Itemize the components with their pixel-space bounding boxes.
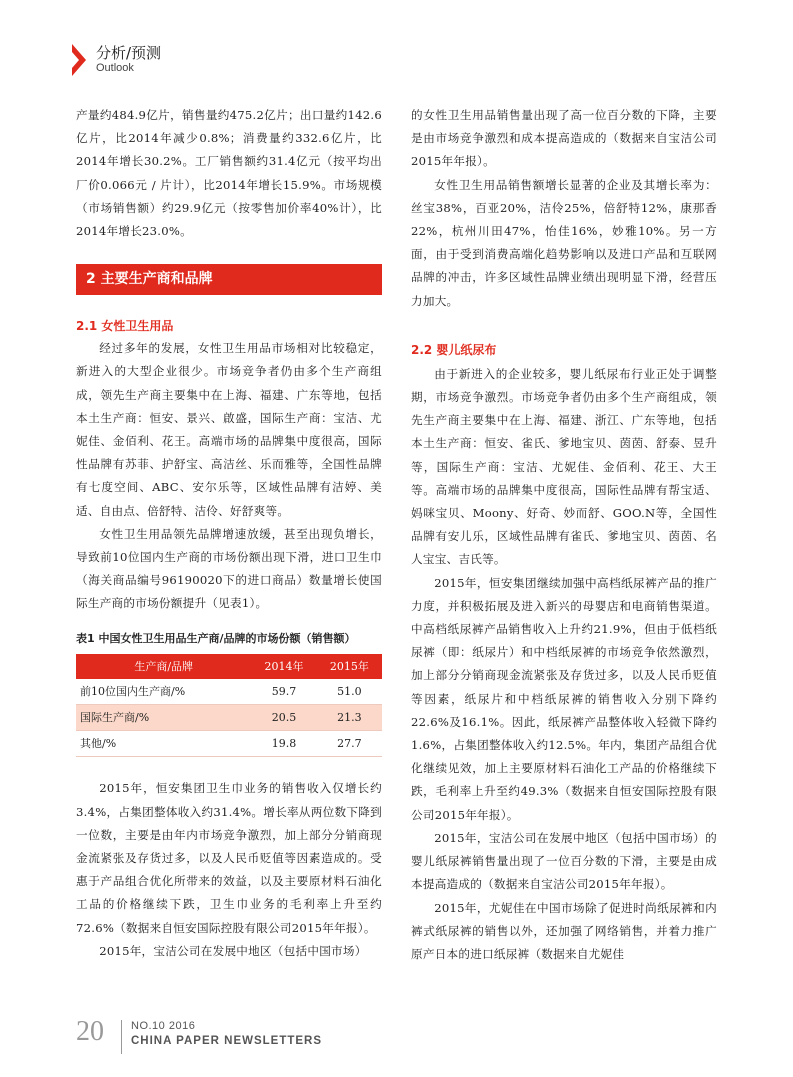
paragraph: 2015年，恒安集团继续加强中高档纸尿裤产品的推广力度，并积极拓展及进入新兴的母婴店和电商销售渠道。中高档纸尿裤产品销售收入上升约21.9%，但由于低档纸尿裤（即：纸尿片）和中档纸尿裤的市场竞争依然激烈，加上部分分销商现金流紧张及存货过多，以及人民币贬值等因素，纸尿片和中档纸尿裤的销售收入分别下降约22.6%及16.1%。因此，纸尿裤产品整体收入轻微下降约1.6%，占集团整体收入约12.5%。年内，集团产品组合优化继续见效，加上主要原材料石油化工产品的价格继续下跌，毛利率上升至约49.3%（数据来自恒安国际控股有限公司2015年年报）。 [411, 575, 717, 822]
paragraph: 2015年，宝洁公司在发展中地区（包括中国市场） [99, 943, 367, 958]
table-cell: 国际生产商/% [76, 705, 251, 731]
paragraph: 2015年，恒安集团卫生巾业务的销售收入仅增长约3.4%，占集团整体收入约31.4%。增长率从两位数下降到一位数，主要是由年内市场竞争激烈，加上部分分销商现金流紧张及存货过多，以及人民币贬值等因素造成的。受惠于产品组合优化所带来的效益，以及主要原材料石油化工品的价格继续下跌，卫生巾业务的毛利率上升至约72.6%（数据来自恒安国际控股有限公司2015年年报）。 [76, 781, 382, 935]
table-row [76, 731, 382, 757]
market-share-table [76, 654, 382, 758]
table-header-row [76, 654, 382, 679]
section-heading: 2 主要生产商和品牌 [76, 264, 382, 295]
section-arrow-icon [72, 44, 86, 76]
subsection-heading: 2.2 婴儿纸尿布 [411, 342, 497, 357]
table-cell: 20.5 [251, 705, 316, 731]
table-cell: 前10位国内生产商/% [76, 679, 251, 705]
table-cell: 其他/% [76, 731, 251, 757]
table-header-cell: 2014年 [251, 654, 316, 679]
table-cell: 19.8 [251, 731, 316, 757]
paragraph: 女性卫生用品领先品牌增速放缓，甚至出现负增长，导致前10位国内生产商的市场份额出现下滑，进口卫生巾（海关商品编号96190020下的进口商品）数量增长使国际生产商的市场份额提升（见表1）。 [76, 526, 382, 611]
paragraph: 女性卫生用品销售额增长显著的企业及其增长率为：丝宝38%，百亚20%，洁伶25%，倍舒特12%，康那香22%，杭州川田47%，怡佳16%，妙雅10%。另一方面，由于受到消费高端化趋势影响以及进口产品和互联网品牌的冲击，许多区域性品牌业绩出现明显下滑，经营压力加大。 [411, 177, 717, 308]
journal-name: CHINA PAPER NEWSLETTERS [131, 1035, 323, 1047]
table-cell: 27.7 [317, 731, 382, 757]
subsection-heading: 2.1 女性卫生用品 [76, 319, 174, 334]
right-column [411, 104, 717, 966]
table-header-cell: 生产商/品牌 [76, 654, 251, 679]
section-subtitle: Outlook [96, 62, 134, 74]
footer-divider [121, 1020, 122, 1054]
table-caption: 表1 中国女性卫生用品生产商/品牌的市场份额（销售额） [76, 631, 356, 645]
table-row [76, 705, 382, 731]
left-column [76, 104, 382, 963]
paragraph: 2015年，尤妮佳在中国市场除了促进时尚纸尿裤和内裤式纸尿裤的销售以外，还加强了网络销售，并着力推广原产日本的进口纸尿裤（数据来自尤妮佳 [411, 900, 717, 961]
section-title: 分析/预测 [96, 44, 162, 62]
table-row [76, 679, 382, 705]
paragraph: 的女性卫生用品销售量出现了高一位百分数的下降，主要是由市场竞争激烈和成本提高造成的（数据来自宝洁公司2015年年报）。 [411, 108, 717, 169]
paragraph: 经过多年的发展，女性卫生用品市场相对比较稳定，新进入的大型企业很少。市场竞争者仍由多个生产商组成，领先生产商主要集中在上海、福建、广东等地，包括本土生产商：恒安、景兴、啟盛，国际生产商：宝洁、尤妮佳、金佰利、花王。高端市场的品牌集中度很高，国际性品牌有苏菲、护舒宝、高洁丝、乐而雅等，全国性品牌有七度空间、ABC、安尔乐等，区域性品牌有洁婷、美适、自由点、倍舒特、洁伶、好舒爽等。 [76, 341, 382, 518]
table-cell: 59.7 [251, 679, 316, 705]
table-cell: 21.3 [317, 705, 382, 731]
paragraph: 由于新进入的企业较多，婴儿纸尿布行业正处于调整期，市场竞争激烈。市场竞争者仍由多个生产商组成，领先生产商主要集中在上海、福建、浙江、广东等地，包括本土生产商：恒安、雀氏、爹地宝贝、茵茵、舒泰、昱升等，国际生产商：宝洁、尤妮佳、金佰利、花王、大王等。高端市场的品牌集中度很高，国际性品牌有帮宝适、妈咪宝贝、Moony、好奇、妙而舒、GOO.N等，全国性品牌有安儿乐，区域性品牌有雀氏、爹地宝贝、茵茵、名人宝宝、吉氏等。 [411, 366, 717, 567]
table-cell: 51.0 [317, 679, 382, 705]
page-number: 20 [76, 1016, 104, 1047]
issue-label: NO.10 2016 [131, 1020, 196, 1032]
table-header-cell: 2015年 [317, 654, 382, 679]
paragraph: 2015年，宝洁公司在发展中地区（包括中国市场）的婴儿纸尿裤销售量出现了一位百分数的下滑，主要是由成本提高造成的（数据来自宝洁公司2015年年报）。 [411, 830, 717, 892]
paragraph: 产量约484.9亿片，销售量约475.2亿片；出口量约142.6亿片，比2014年减少0.8%；消费量约332.6亿片，比2014年增长30.2%。工厂销售额约31.4亿元（按平均出厂价0.066元 / 片计），比2014年增长15.9%。市场规模（市场销售额）约29.9亿元（按零售加价率40%计），比2014年增长23.0%。 [76, 108, 382, 239]
